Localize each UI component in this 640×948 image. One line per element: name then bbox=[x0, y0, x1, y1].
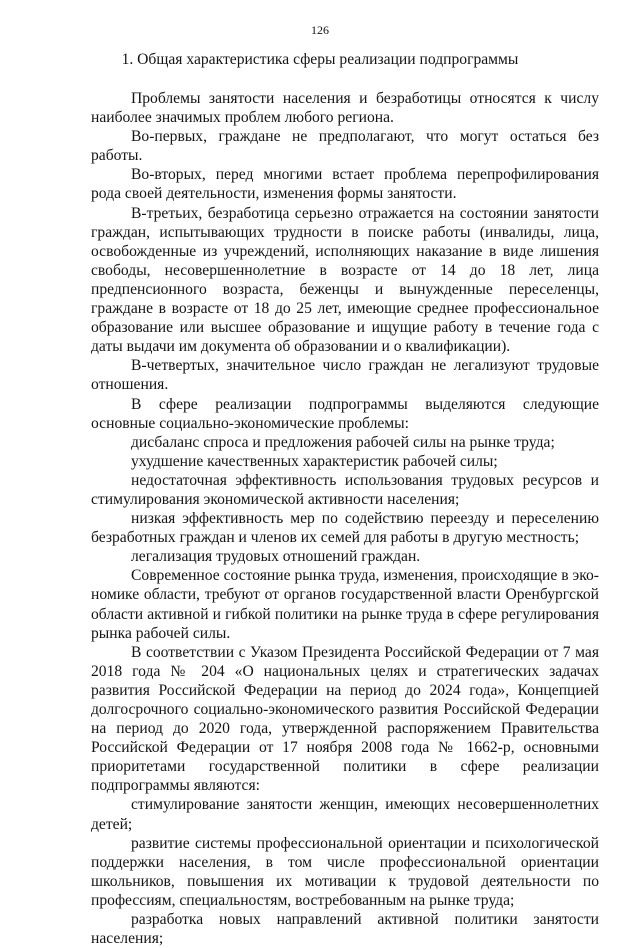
priority-item: стимулирование занятости женщин, имеющих несовершеннолетних детей; bbox=[91, 796, 599, 833]
page-number: 126 bbox=[311, 23, 329, 37]
paragraph-secondly: Во-вторых, перед многими встает проблема перепрофилирования рода своей деятельности, изменения формы занятости. bbox=[91, 166, 599, 203]
paragraph-market-state: Современное состояние рынка труда, изменения, происходящие в экономике области, требуют от органов государственной власти Оренбургской области активной и гибкой политики на рынке труда в сфере регулирования рынка рабочей силы. bbox=[91, 567, 599, 642]
priority-item: развитие системы профессиональной ориентации и психологической поддержки населения, в том числе профессиональной ориентации школьников, повышения их мотивации к трудовой деятельности по профессиям, специальностям, востребованным на рынке труда; bbox=[91, 834, 599, 909]
problem-item: низкая эффективность мер по содействию переезду и переселению безработных граждан и членов их семей для работы в другую местность; bbox=[91, 510, 599, 547]
paragraph-thirdly: В-третьих, безработица серьезно отражается на состоянии занятости граждан, испытывающих трудности в поиске работы (инвалиды, лица, освобожденные из учреждений, исполняющих наказание в виде лишения свободы, несовершеннолетние в возрасте от 14 до 18 лет, лица предпенсионного возраста, беженцы и вынужденные переселенцы, граждане в возрасте от 18 до 25 лет, имеющие среднее профессиональное образование или высшее образование и ищущие работу в течение года с даты выдачи им документа об образовании и о квалификации). bbox=[91, 204, 599, 356]
problem-item: легализация трудовых отношений граждан. bbox=[131, 548, 421, 566]
document-body bbox=[91, 89, 599, 948]
problem-item: недостаточная эффективность использования трудовых ресурсов и стимулирования экономической активности населения; bbox=[91, 471, 599, 508]
problem-item: ухудшение качественных характеристик рабочей силы; bbox=[131, 452, 498, 470]
priority-item: разработка новых направлений активной политики занятости населения; bbox=[91, 911, 599, 948]
paragraph-fourthly: В-четвертых, значительное число граждан не легализуют трудовые отношения. bbox=[91, 357, 599, 394]
paragraph-firstly: Во-первых, граждане не предполагают, что могут остаться без работы. bbox=[91, 128, 599, 165]
section-heading: 1. Общая характеристика сферы реализации подпрограммы bbox=[121, 51, 519, 68]
paragraph-intro: Проблемы занятости населения и безработицы относятся к числу наиболее значимых проблем любого региона. bbox=[91, 90, 599, 127]
problem-item: дисбаланс спроса и предложения рабочей силы на рынке труда; bbox=[131, 433, 555, 451]
paragraph-priorities-intro: В соответствии с Указом Президента Российской Федерации от 7 мая 2018 года № 204 «О национальных целях и стратегических задачах развития Российской Федерации на период до 2024 года», Концепцией долгосрочного социально-экономического развития Российской Федерации на период до 2020 года, утвержденной распоряжением Правительства Российской Федерации от 17 ноября 2008 года № 1662-р, основными приоритетами государственной политики в сфере реализации подпрограммы являются: bbox=[91, 643, 599, 795]
paragraph-problems-intro: В сфере реализации подпрограммы выделяются следующие основные социально-экономические проблемы: bbox=[91, 395, 599, 432]
